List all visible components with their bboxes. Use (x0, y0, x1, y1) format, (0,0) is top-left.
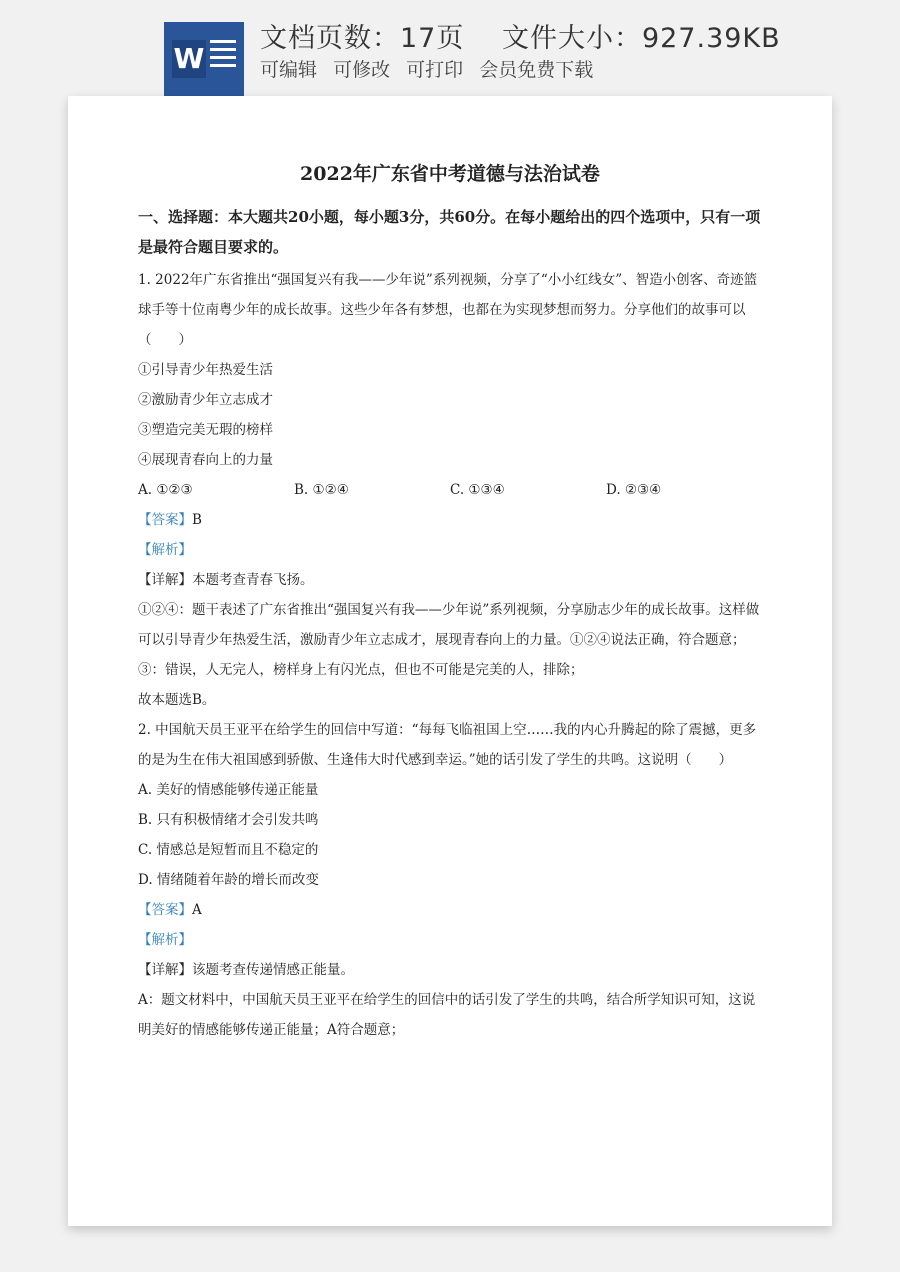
feature-member-download: 会员免费下载 (479, 59, 594, 81)
statement-item: ②激励青少年立志成才 (138, 392, 273, 408)
feature-printable: 可打印 (406, 59, 464, 81)
explanation-paragraph: ①②④：题干表述了广东省推出“强国复兴有我——少年说”系列视频，分享励志少年的成长故事。这样做可以引导青少年热爱生活，激励青少年立志成才，展现青春向上的力量。①②④说法正确，符合题意； (138, 602, 760, 648)
detail-line (138, 565, 762, 595)
detail-text: 本题考查青春飞扬。 (192, 572, 314, 588)
document-page (68, 96, 832, 1226)
question-2 (138, 715, 762, 1045)
feature-editable: 可编辑 (260, 59, 318, 81)
statement-item: ③塑造完美无瑕的榜样 (138, 422, 273, 438)
page-content (138, 162, 762, 1045)
explanation-paragraph: ③：错误，人无完人，榜样身上有闪光点，但也不可能是完美的人，排除； (138, 662, 584, 678)
answer-tag: 【答案】 (138, 902, 192, 918)
document-title: 2022年广东省中考道德与法治试卷 (300, 163, 600, 185)
detail-tag: 【详解】 (138, 572, 192, 588)
page-count: 文档页数：17页 (260, 23, 465, 54)
analysis-line (138, 535, 762, 565)
statement-item: ①引导青少年热爱生活 (138, 362, 273, 378)
word-document-icon: W (164, 22, 244, 98)
option-d: D. ②③④ (606, 482, 662, 498)
detail-line (138, 955, 762, 985)
answer-line (138, 895, 762, 925)
answer-value: B (192, 512, 202, 528)
detail-text: 该题考查传递情感正能量。 (192, 962, 354, 978)
feature-modifiable: 可修改 (333, 59, 391, 81)
option-b: B. ①②④ (294, 482, 349, 498)
option-a: A. ①②③ (138, 482, 193, 498)
question-1 (138, 265, 762, 715)
analysis-tag: 【解析】 (138, 542, 192, 558)
option-c: C. ①③④ (450, 482, 505, 498)
statement-item: ④展现青春向上的力量 (138, 452, 273, 468)
explanation-paragraph: A：题文材料中，中国航天员王亚平在给学生的回信中的话引发了学生的共鸣，结合所学知识可知，这说明美好的情感能够传递正能量；A符合题意； (138, 992, 756, 1038)
file-meta (260, 16, 781, 55)
option-c: C. 情感总是短暂而且不稳定的 (138, 842, 319, 858)
explanation-paragraph: 故本题选B。 (138, 692, 216, 708)
option-d: D. 情绪随着年龄的增长而改变 (138, 872, 319, 888)
section-heading: 一、选择题：本大题共20小题，每小题3分，共60分。在每小题给出的四个选项中，只有一项是最符合题目要求的。 (138, 208, 761, 256)
download-banner (0, 0, 900, 98)
question-stem: 2. 中国航天员王亚平在给学生的回信中写道：“每每飞临祖国上空……我的内心升腾起的除了震撼，更多的是为生在伟大祖国感到骄傲、生逢伟大时代感到幸运。”她的话引发了学生的共鸣。这说明（ ） (138, 722, 757, 768)
file-size: 文件大小：927.39KB (501, 23, 781, 54)
answer-options (138, 475, 762, 505)
answer-line (138, 505, 762, 535)
analysis-tag: 【解析】 (138, 932, 192, 948)
option-b: B. 只有积极情绪才会引发共鸣 (138, 812, 319, 828)
option-a: A. 美好的情感能够传递正能量 (138, 782, 319, 798)
feature-list (260, 55, 593, 82)
detail-tag: 【详解】 (138, 962, 192, 978)
analysis-line (138, 925, 762, 955)
answer-value: A (192, 902, 202, 918)
answer-tag: 【答案】 (138, 512, 192, 528)
question-stem: 1. 2022年广东省推出“强国复兴有我——少年说”系列视频，分享了“小小红线女”、智造小创客、奇迹篮球手等十位南粤少年的成长故事。这些少年各有梦想，也都在为实现梦想而努力。分享他们的故事可以（ ） (138, 272, 758, 348)
